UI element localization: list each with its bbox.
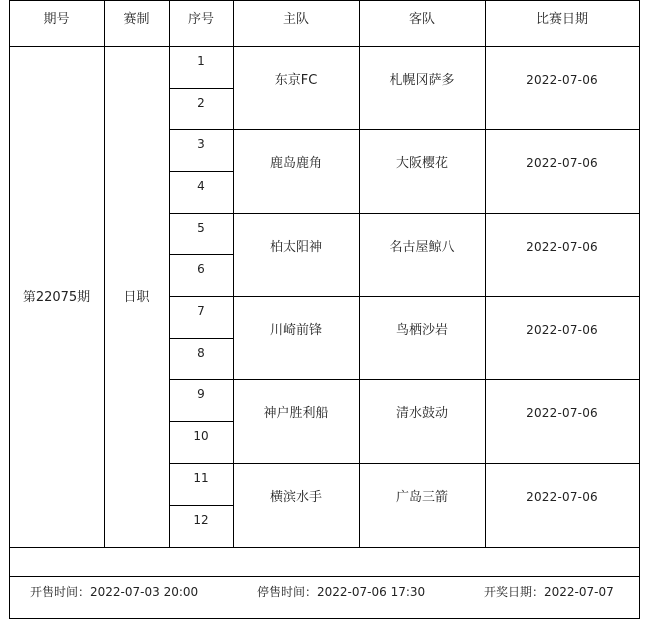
seq-number: 11 — [193, 471, 209, 485]
away-team: 大阪樱花 — [395, 155, 448, 171]
header-period: 期号 — [43, 11, 70, 27]
header-date: 比赛日期 — [535, 11, 588, 27]
draw-date-value: 2022-07-07 — [544, 585, 614, 599]
home-team: 横滨水手 — [269, 489, 322, 505]
table-border-bottom — [9, 618, 640, 619]
close-time — [257, 583, 425, 600]
seq-number: 2 — [197, 96, 205, 110]
period-value: 第22075期 — [22, 289, 91, 305]
home-team: 柏太阳神 — [269, 239, 322, 255]
draw-date — [484, 583, 614, 600]
match-date: 2022-07-06 — [526, 406, 598, 420]
match-date: 2022-07-06 — [526, 73, 598, 87]
seq-number: 6 — [197, 262, 205, 276]
away-team: 鸟栖沙岩 — [395, 322, 448, 338]
home-team: 鹿岛鹿角 — [269, 155, 322, 171]
seq-number: 3 — [197, 137, 205, 151]
seq-number: 1 — [197, 54, 205, 68]
seq-number: 8 — [197, 346, 205, 360]
match-date: 2022-07-06 — [526, 156, 598, 170]
home-team: 川崎前锋 — [269, 322, 322, 338]
seq-number: 12 — [193, 513, 209, 527]
away-team: 名古屋鲸八 — [389, 239, 455, 255]
table-border-right — [639, 0, 640, 619]
open-time-label: 开售时间： — [30, 585, 91, 599]
close-time-value: 2022-07-06 17:30 — [317, 585, 426, 599]
home-team: 东京FC — [274, 72, 318, 88]
away-team: 札幌冈萨多 — [389, 72, 455, 88]
away-team: 广岛三箭 — [395, 489, 448, 505]
header-home: 主队 — [282, 11, 309, 27]
close-time-label: 停售时间： — [257, 585, 318, 599]
seq-number: 4 — [197, 179, 205, 193]
draw-date-label: 开奖日期： — [484, 585, 545, 599]
home-team: 神户胜利船 — [263, 405, 329, 421]
open-time — [30, 583, 198, 600]
seq-number: 10 — [193, 429, 209, 443]
seq-number: 7 — [197, 304, 205, 318]
header-format: 赛制 — [123, 11, 150, 27]
footer-divider — [9, 576, 640, 577]
header-away: 客队 — [408, 11, 435, 27]
header-seq: 序号 — [187, 11, 214, 27]
format-value: 日职 — [123, 289, 150, 305]
seq-number: 5 — [197, 221, 205, 235]
match-date: 2022-07-06 — [526, 323, 598, 337]
match-date: 2022-07-06 — [526, 240, 598, 254]
open-time-value: 2022-07-03 20:00 — [90, 585, 199, 599]
away-team: 清水鼓动 — [395, 405, 448, 421]
match-date: 2022-07-06 — [526, 490, 598, 504]
seq-number: 9 — [197, 387, 205, 401]
